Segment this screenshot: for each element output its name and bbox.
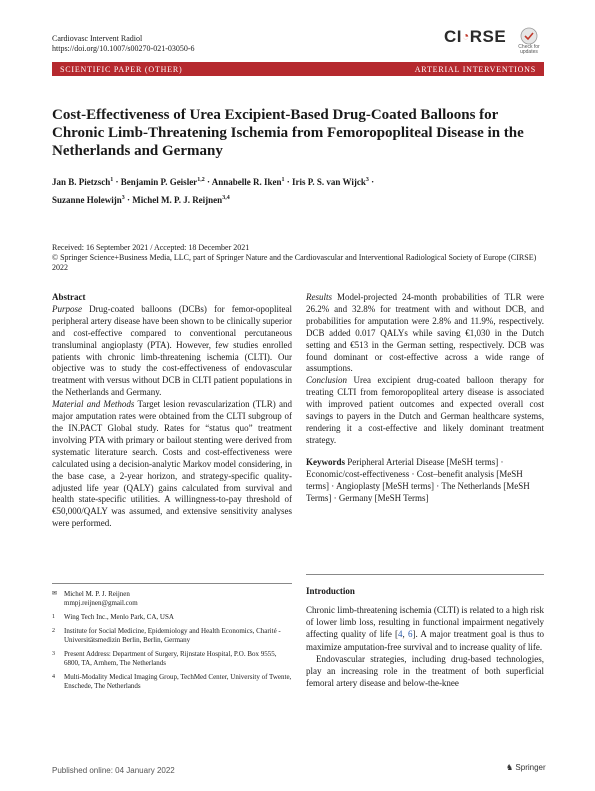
logo-part-1: CI (444, 27, 462, 46)
abstract-conclusion (306, 375, 544, 446)
check-for-updates-badge[interactable] (514, 27, 544, 57)
author-affiliation: 3 (121, 195, 125, 201)
section-divider (306, 574, 544, 575)
author-affiliation: 3,4 (222, 195, 230, 201)
intro-text: Chronic limb-threatening ischemia (CLTI) is related to a high risk of lower limb loss, resulting in functional impairment negatively affecting quality of life [ (306, 605, 544, 640)
check-updates-line2: updates (520, 49, 538, 55)
author-separator: · (115, 177, 119, 187)
doi-link[interactable]: https://doi.org/10.1007/s00270-021-03050-6 (52, 44, 195, 53)
check-updates-line1: Check for (518, 44, 540, 50)
author-affiliation: 1,2 (197, 177, 205, 183)
springer-horse-icon: ♞ (506, 763, 514, 772)
intro-paragraph-2: Endovascular strategies, including drug-based technologies, play an increasing role in the treatment of both superficial femoral artery disease and below-the-knee (306, 653, 544, 689)
author-separator: · (286, 177, 290, 187)
author[interactable]: Suzanne Holewijn (52, 195, 122, 205)
author-separator: · (371, 177, 375, 187)
author-affiliation: 1 (110, 177, 114, 183)
citation-link[interactable]: 6 (407, 629, 413, 640)
conclusion-text: Urea excipient drug-coated balloon therapy for treating CLTI from femoropopliteal artery disease is associated with improved patient outcomes and expected overall cost savings to payers in the Dutch and German healthcare systems, rendering it a cost-effective and likely dominant treatment strategy. (306, 375, 544, 445)
citation-link[interactable]: 4 (398, 629, 403, 640)
abstract-heading: Abstract (52, 292, 86, 302)
author[interactable]: Benjamin P. Geisler (120, 177, 198, 187)
springer-logo (506, 763, 546, 772)
affiliation-number: 4 (52, 674, 55, 680)
purpose-label: Purpose (52, 303, 82, 314)
abstract-column-right (306, 292, 544, 504)
introduction-heading: Introduction (306, 586, 355, 596)
publisher-name: Springer (515, 763, 546, 772)
keywords (306, 457, 544, 505)
affiliation-number: 3 (52, 651, 55, 657)
affiliation-text: Institute for Social Medicine, Epidemiology and Health Economics, Charité - Universitätsmedizin Berlin, Berlin, Germany (64, 627, 281, 644)
author[interactable]: Michel M. P. J. Reijnen (132, 195, 223, 205)
author[interactable]: Jan B. Pietzsch (52, 177, 111, 187)
author[interactable]: Annabelle R. Iken (211, 177, 282, 187)
banner-left: SCIENTIFIC PAPER (OTHER) (60, 65, 183, 74)
citation-separator: , (402, 629, 408, 640)
journal-name: Cardiovasc Intervent Radiol (52, 34, 143, 43)
author-affiliation: 1 (281, 177, 285, 183)
methods-text: Target lesion revascularization (TLR) and major amputation rates were obtained from the CLTI subgroup of the IN.PACT Global study. Rates for “status quo” treatment involving PTA with primary or bailout stenting were derived from systematic literature search. Costs and cost-effectiveness were calculated using a decision-analytic Markov model considering, in the base case, a 2-year horizon, and strategy-specific quality-adjusted life year (QALY) gains calculated from survival and health state-specific utilities. A willingness-to-pay threshold of €50,000/QALY was assumed, and extensive sensitivity analyses were performed. (52, 399, 292, 529)
results-text: Model-projected 24-month probabilities of TLR were 26.2% and 32.8% for treatment with and without DCB, and probabilities for amputation were 2.8% and 11.9%, respectively. DCB added 0.017 QALYs while saving €1,030 in the Dutch setting and €513 in the German setting, respectively. DCB was found dominant or cost-effective across a wide range of assumptions. (306, 292, 545, 374)
abstract-purpose (52, 304, 292, 399)
article-history (52, 243, 544, 273)
corresponding-name: Michel M. P. J. Reijnen (64, 590, 130, 598)
author-separator: · (206, 177, 210, 187)
introduction-body (306, 604, 544, 689)
author-list (52, 172, 472, 208)
abstract-results (306, 292, 544, 375)
abstract-methods (52, 399, 292, 530)
results-label: Results (306, 292, 332, 302)
purpose-text: Drug-coated balloons (DCBs) for femor-opopliteal peripheral artery disease have been shown to be clinically superior and cost-effective compared to conventional percutaneous transluminal angioplasty (PTA). However, few studies enrolled patients with chronic limb-threatening ischemia (CLTI). Our objective was to study the cost-effectiveness of endovascular treatment with versus without DCB in CLTI patient populations in the Netherlands and Germany. (52, 303, 293, 398)
conclusion-label: Conclusion (306, 375, 348, 386)
category-banner (52, 62, 544, 76)
author-affiliation: 3 (365, 177, 369, 183)
paper-title: Cost-Effectiveness of Urea Excipient-Based Drug-Coated Balloons for Chronic Limb-Threatening Ischemia from Femoropopliteal Disease in the Netherlands and Germany (52, 107, 524, 159)
affiliation-number: 2 (52, 628, 55, 634)
copyright-notice: © Springer Science+Business Media, LLC, part of Springer Nature and the Cardiovascular and Interventional Radiological Society of Europe (CIRSE) 2022 (52, 253, 537, 272)
banner-right: ARTERIAL INTERVENTIONS (414, 65, 536, 74)
mail-icon: ✉ (52, 591, 58, 597)
check-updates-icon (520, 27, 538, 45)
intro-text: ]. A major treatment goal is thus to maximize amputation-free survival and to increase quality of life. (306, 629, 544, 652)
abstract-column (52, 292, 292, 530)
methods-label: Material and Methods (52, 399, 135, 410)
corresponding-author (52, 590, 292, 608)
keywords-label: Keywords (306, 456, 345, 467)
footnotes (52, 590, 292, 696)
author-separator: · (127, 195, 131, 205)
footnote-divider (52, 583, 292, 584)
intro-paragraph-1 (306, 604, 544, 653)
received-accepted: Received: 16 September 2021 / Accepted: 18 December 2021 (52, 243, 250, 252)
author[interactable]: Iris P. S. van Wijck (292, 177, 366, 187)
affiliation-text: Multi-Modality Medical Imaging Group, TechMed Center, University of Twente, Enschede, The Netherlands (64, 673, 292, 690)
corresponding-email[interactable]: mmpj.reijnen@gmail.com (64, 599, 138, 607)
affiliation-text: Present Address: Department of Surgery, Rijnstate Hospital, P.O. Box 9555, 6800, TA, Arnhem, The Netherlands (64, 650, 277, 667)
logo-part-2: RSE (469, 27, 507, 46)
affiliation-4 (52, 673, 292, 691)
keywords-text: Peripheral Arterial Disease [MeSH terms] · Economic/cost-effectiveness · Cost–benefit analysis [MeSH terms] · Angioplasty [MeSH terms] · The Netherlands [MeSH Terms] · Germany [MeSH Terms] (306, 456, 530, 503)
journal-header (52, 34, 195, 54)
affiliation-text: Wing Tech Inc., Menlo Park, CA, USA (64, 613, 174, 621)
affiliation-1 (52, 613, 292, 622)
affiliation-3 (52, 650, 292, 668)
cirse-logo: CI◔RSE (444, 27, 507, 46)
affiliation-2 (52, 627, 292, 645)
published-online: Published online: 04 January 2022 (52, 766, 175, 775)
affiliation-number: 1 (52, 614, 55, 620)
